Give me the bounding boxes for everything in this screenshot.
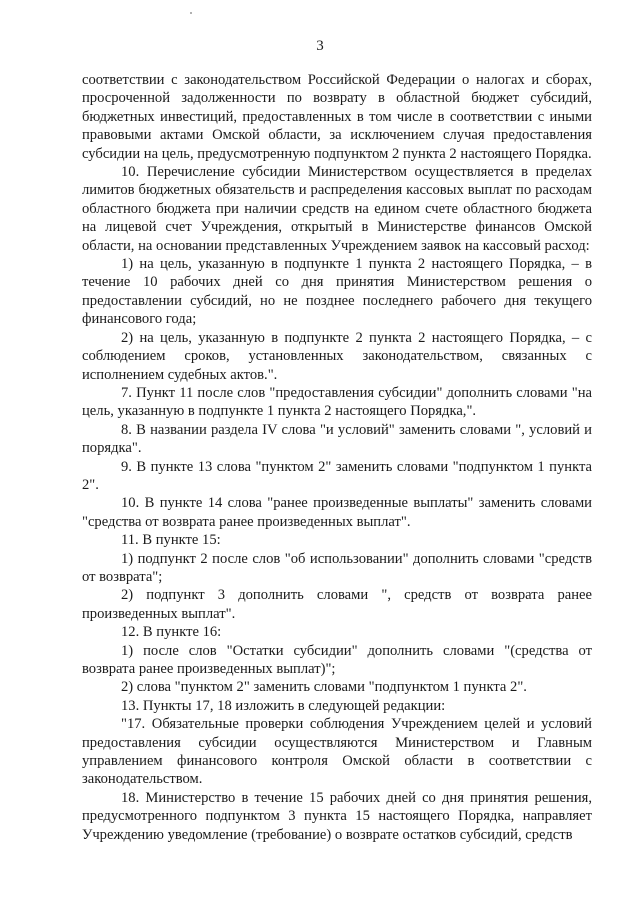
- paragraph-amend-11: 11. В пункте 15:: [121, 532, 221, 549]
- paragraph-amend-8: 8. В названии раздела IV слова "и условий" заменить словами ", условий и порядка".: [82, 421, 592, 457]
- paragraph-amend-11-2: 2) подпункт 3 дополнить словами ", средств от возврата ранее произведенных выплат".: [82, 587, 592, 622]
- paragraph-continuation: соответствии с законодательством Российской Федерации о налогах и сборах, просроченной задолженности по возврату в областной бюджет субсидий, бюджетных инвестиций, предоставленных в том числе в соответствии с иными правовыми актами Омской области, за исключением случая предоставления субсидии на цель, предусмотренную подпунктом 2 пункта 2 настоящего Порядка.: [82, 72, 592, 162]
- paragraph-clause-18: 18. Министерство в течение 15 рабочих дней со дня принятия решения, предусмотренного подпунктом 3 пункта 15 настоящего Порядка, направляет Учреждению уведомление (требование) о возврате остатков субсидий, средств: [82, 789, 592, 843]
- paragraph-subitem-10-1: 1) на цель, указанную в подпункте 1 пункта 2 настоящего Порядка, – в течение 10 рабочих дней со дня принятия Министерством решения о предоставлении субсидий, но не позднее последнего рабочего дня текущего финансового года;: [82, 256, 592, 328]
- paragraph-clause-17: "17. Обязательные проверки соблюдения Учреждением целей и условий предоставления субсидии осуществляются Министерством и Главным управлением финансового контроля Омской области в соответствии с законодательством.: [82, 716, 592, 788]
- scan-speck: [190, 12, 192, 14]
- paragraph-amend-9: 9. В пункте 13 слова "пунктом 2" заменить словами "подпунктом 1 пункта 2".: [82, 458, 592, 493]
- paragraph-amend-7: 7. Пункт 11 после слов "предоставления субсидии" дополнить словами "на цель, указанную в подпункте 1 пункта 2 настоящего Порядка,".: [82, 384, 592, 420]
- paragraph-item-10: 10. Перечисление субсидии Министерством осуществляется в пределах лимитов бюджетных обязательств и распределения кассовых выплат по расходам областного бюджета при наличии средств на едином счете областного бюджета на лицевой счет Учреждения, открытый в Министерстве финансов Омской области, на основании представленных Учреждением заявок на кассовый расход:: [82, 164, 592, 254]
- paragraph-amend-13: 13. Пункты 17, 18 изложить в следующей редакции:: [121, 697, 446, 714]
- paragraph-amend-12: 12. В пункте 16:: [121, 624, 222, 641]
- paragraph-amend-10: 10. В пункте 14 слова "ранее произведенные выплаты" заменить словами "средства от возврата ранее произведенных выплат".: [82, 495, 592, 530]
- paragraph-subitem-10-2: 2) на цель, указанную в подпункте 2 пункта 2 настоящего Порядка, – с соблюдением сроков, установленных законодательством, связанных с исполнением судебных актов.".: [82, 329, 592, 383]
- page-number: 3: [316, 38, 324, 54]
- paragraph-amend-12-2: 2) слова "пунктом 2" заменить словами "подпунктом 1 пункта 2".: [121, 679, 527, 696]
- document-body: [82, 71, 592, 844]
- paragraph-amend-12-1: 1) после слов "Остатки субсидии" дополнить словами "(средства от возврата ранее произведенных выплат)";: [82, 642, 592, 677]
- paragraph-amend-11-1: 1) подпункт 2 после слов "об использовании" дополнить словами "средств от возврата";: [82, 550, 592, 585]
